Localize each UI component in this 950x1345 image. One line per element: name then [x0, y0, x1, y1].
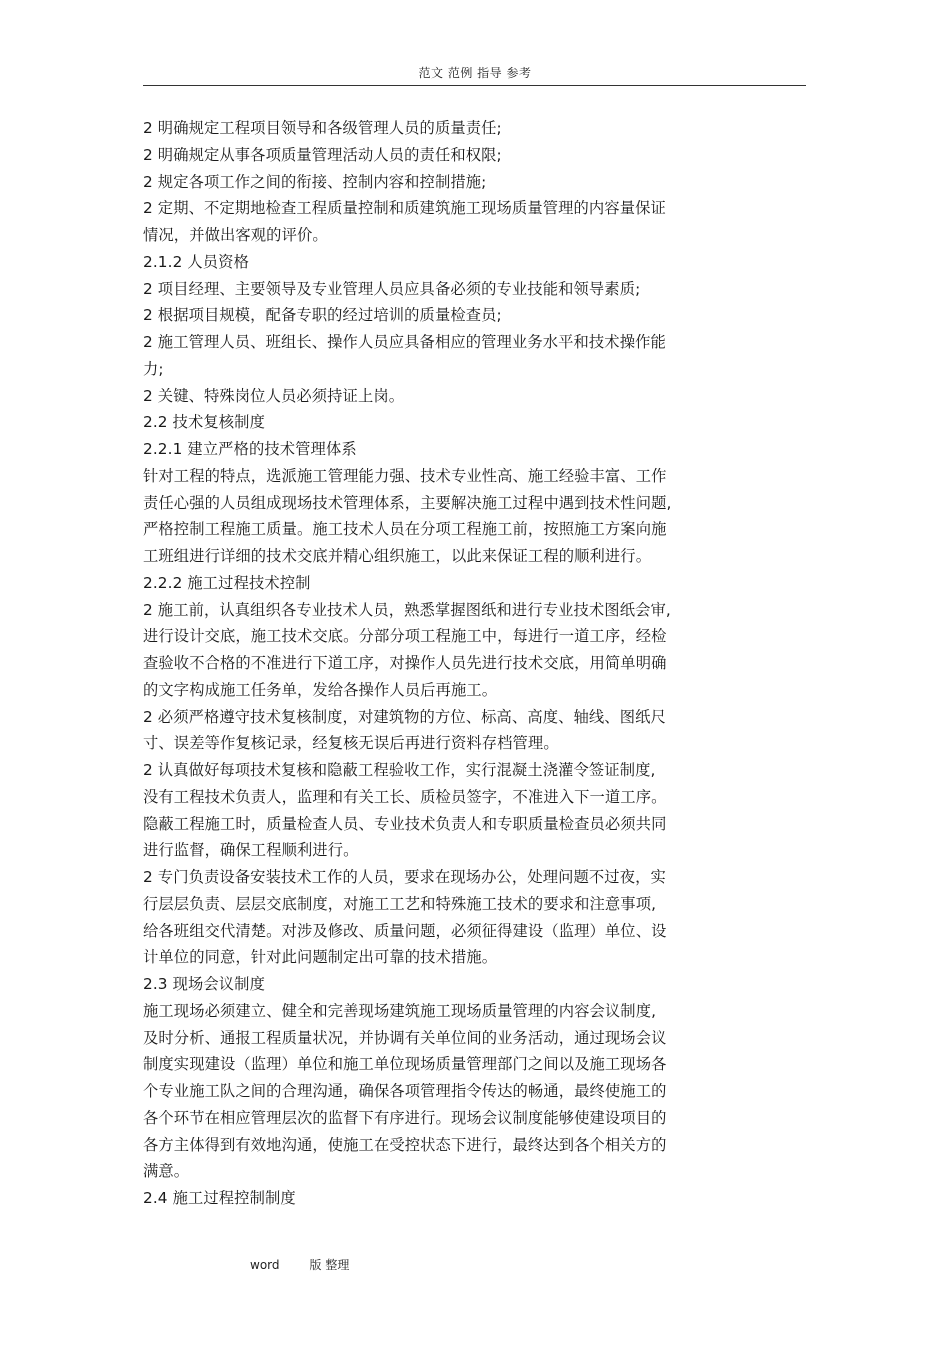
text-line: 进行监督，确保工程顺利进行。	[143, 841, 359, 860]
text-line: 2 项目经理、主要领导及专业管理人员应具备必须的专业技能和领导素质;	[143, 279, 641, 298]
text-line: 2.4 施工过程控制制度	[143, 1189, 296, 1207]
text-line: 个专业施工队之间的合理沟通，确保各项管理指令传达的畅通，最终使施工的	[143, 1082, 667, 1100]
footer-word: word	[250, 1258, 280, 1272]
text-line: 2 根据项目规模，配备专职的经过培训的质量检查员;	[143, 306, 502, 325]
text-line: 针对工程的特点，选派施工管理能力强、技术专业性高、施工经验丰富、工作	[143, 466, 667, 485]
text-line: 进行设计交底，施工技术交底。分部分项工程施工中，每进行一道工序，经检	[143, 627, 667, 646]
text-line: 2 明确规定工程项目领导和各级管理人员的质量责任;	[143, 119, 502, 137]
text-line: 寸、误差等作复核记录，经复核无误后再进行资料存档管理。	[143, 734, 559, 753]
text-line: 各方主体得到有效地沟通，使施工在受控状态下进行，最终达到各个相关方的	[143, 1135, 667, 1154]
text-line: 计单位的同意，针对此问题制定出可靠的技术措施。	[143, 948, 498, 967]
header-divider	[143, 85, 806, 86]
document-body	[143, 115, 783, 1212]
text-line: 给各班组交代清楚。对涉及修改、质量问题，必须征得建设（监理）单位、设	[143, 921, 667, 940]
text-line: 施工现场必须建立、健全和完善现场建筑施工现场质量管理的内容会议制度,	[143, 1001, 657, 1020]
text-line: 严格控制工程施工质量。施工技术人员在分项工程施工前，按照施工方案向施	[143, 520, 667, 539]
text-line: 2.1.2 人员资格	[143, 252, 249, 271]
text-line: 2.2 技术复核制度	[143, 413, 265, 432]
text-line: 2 规定各项工作之间的衔接、控制内容和控制措施;	[143, 172, 487, 191]
text-line: 工班组进行详细的技术交底并精心组织施工，以此来保证工程的顺利进行。	[143, 547, 652, 565]
text-line: 2 关键、特殊岗位人员必须持证上岗。	[143, 386, 405, 405]
text-line: 2 认真做好每项技术复核和隐蔽工程验收工作，实行混凝土浇灌令签证制度,	[143, 761, 656, 779]
text-line: 各个环节在相应管理层次的监督下有序进行。现场会议制度能够使建设项目的	[143, 1108, 667, 1127]
page-header: 范文 范例 指导 参考	[418, 66, 532, 80]
text-line: 2.2.2 施工过程技术控制	[143, 573, 311, 592]
text-line: 行层层负责、层层交底制度，对施工工艺和特殊施工技术的要求和注意事项,	[143, 894, 657, 913]
text-line: 2 定期、不定期地检查工程质量控制和质建筑施工现场质量管理的内容量保证	[143, 199, 666, 218]
text-line: 制度实现建设（监理）单位和施工单位现场质量管理部门之间以及施工现场各	[143, 1055, 667, 1074]
page-footer	[250, 1256, 349, 1273]
text-line: 2 必须严格遵守技术复核制度，对建筑物的方位、标高、高度、轴线、图纸尺	[143, 707, 666, 726]
text-line: 2 明确规定从事各项质量管理活动人员的责任和权限;	[143, 145, 502, 164]
text-line: 2.3 现场会议制度	[143, 975, 265, 993]
text-line: 隐蔽工程施工时，质量检查人员、专业技术负责人和专职质量检查员必须共同	[143, 814, 667, 833]
text-line: 力;	[143, 359, 164, 378]
text-line: 的文字构成施工任务单，发给各操作人员后再施工。	[143, 680, 498, 699]
footer-text: 版 整理	[309, 1258, 350, 1272]
text-line: 满意。	[143, 1162, 190, 1181]
text-line: 责任心强的人员组成现场技术管理体系，主要解决施工过程中遇到技术性问题,	[143, 493, 672, 512]
text-line: 2 施工管理人员、班组长、操作人员应具备相应的管理业务水平和技术操作能	[143, 333, 666, 351]
text-line: 查验收不合格的不准进行下道工序，对操作人员先进行技术交底，用简单明确	[143, 654, 667, 672]
text-line: 及时分析、通报工程质量状况，并协调有关单位间的业务活动，通过现场会议	[143, 1028, 667, 1047]
text-line: 2 施工前，认真组织各专业技术人员，熟悉掌握图纸和进行专业技术图纸会审,	[143, 600, 671, 619]
text-line: 情况，并做出客观的评价。	[143, 226, 328, 244]
text-line: 2 专门负责设备安装技术工作的人员，要求在现场办公，处理问题不过夜，实	[143, 868, 666, 886]
text-line: 没有工程技术负责人，监理和有关工长、质检员签字，不准进入下一道工序。	[143, 787, 667, 806]
text-line: 2.2.1 建立严格的技术管理体系	[143, 440, 357, 458]
